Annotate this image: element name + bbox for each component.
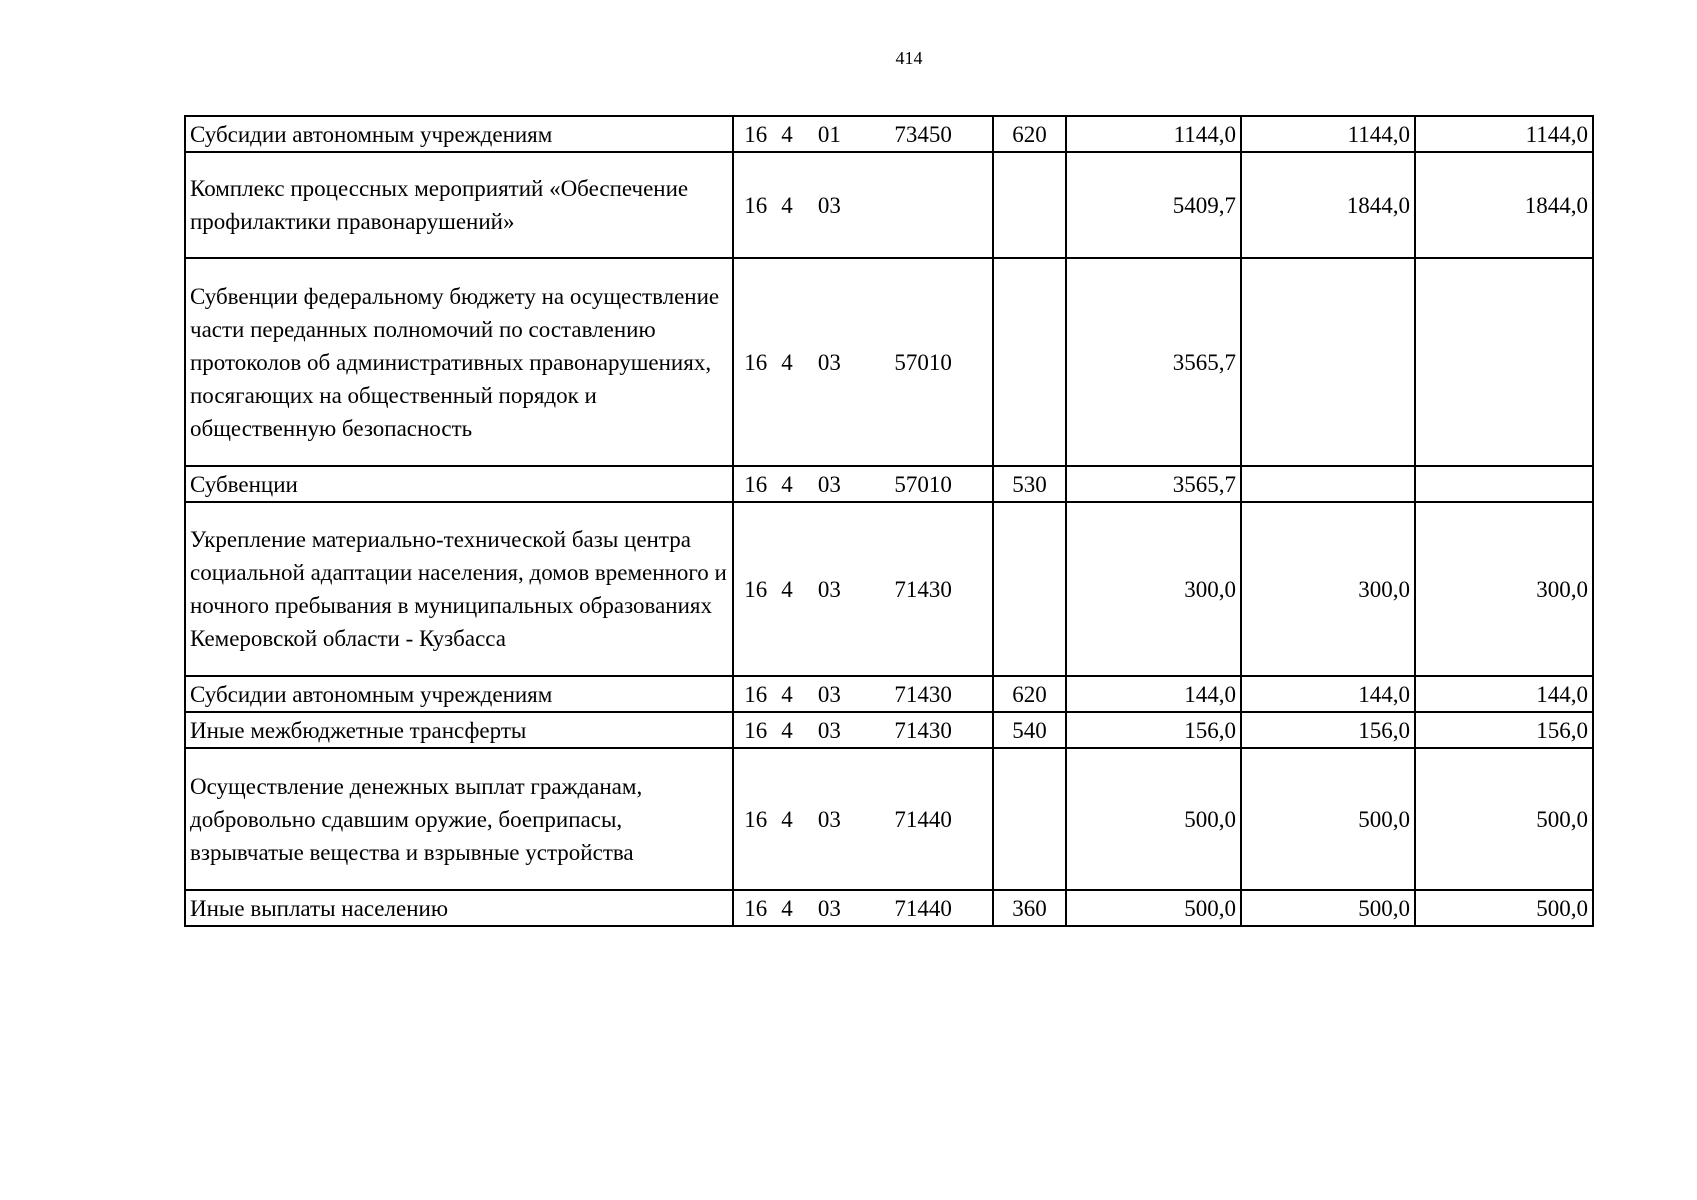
row-description: Укрепление материально-технической базы центра социальной адаптации населения, домов временного и ночного пребывания в муниципальных образованиях Кемеровской области - Кузбасса <box>185 502 733 676</box>
amount-year-2: 1144,0 <box>1241 116 1415 152</box>
amount-year-3: 300,0 <box>1415 502 1593 676</box>
program-code: 16 <box>744 192 768 218</box>
amount-year-3 <box>1415 466 1593 502</box>
amount-year-2: 1844,0 <box>1241 152 1415 258</box>
row-codes <box>733 676 993 712</box>
amount-year-3 <box>1415 258 1593 466</box>
amount-year-2: 300,0 <box>1241 502 1415 676</box>
row-description: Субвенции федеральному бюджету на осуществление части переданных полномочий по составлению протоколов об административных правонарушениях, посягающих на общественный порядок и общественную безопасность <box>185 258 733 466</box>
amount-year-1: 500,0 <box>1066 748 1241 890</box>
row-description: Иные выплаты населению <box>185 890 733 926</box>
amount-year-2: 144,0 <box>1241 676 1415 712</box>
program-code: 16 <box>744 681 768 707</box>
measure-code: 03 <box>817 681 841 707</box>
measure-code: 03 <box>817 806 841 832</box>
row-description: Иные межбюджетные трансферты <box>185 712 733 748</box>
subprogram-code: 4 <box>781 895 793 921</box>
program-code: 16 <box>744 349 768 375</box>
subprogram-code: 4 <box>781 121 793 147</box>
subprogram-code: 4 <box>781 717 793 743</box>
subprogram-code: 4 <box>781 349 793 375</box>
expense-type-code: 360 <box>993 890 1066 926</box>
row-codes <box>733 258 993 466</box>
row-description: Комплекс процессных мероприятий «Обеспечение профилактики правонарушений» <box>185 152 733 258</box>
amount-year-2 <box>1241 466 1415 502</box>
expense-type-code: 530 <box>993 466 1066 502</box>
row-codes <box>733 502 993 676</box>
amount-year-1: 300,0 <box>1066 502 1241 676</box>
row-codes <box>733 748 993 890</box>
measure-code: 03 <box>817 576 841 602</box>
program-code: 16 <box>744 895 768 921</box>
amount-year-3: 1144,0 <box>1415 116 1593 152</box>
amount-year-2: 156,0 <box>1241 712 1415 748</box>
expense-type-code: 620 <box>993 116 1066 152</box>
program-code: 16 <box>744 576 768 602</box>
direction-code: 71440 <box>894 806 952 832</box>
direction-code: 71440 <box>894 895 952 921</box>
direction-code: 57010 <box>894 471 952 497</box>
row-codes <box>733 116 993 152</box>
amount-year-3: 144,0 <box>1415 676 1593 712</box>
expense-type-code: 540 <box>993 712 1066 748</box>
expense-type-code: 620 <box>993 676 1066 712</box>
row-codes <box>733 890 993 926</box>
amount-year-1: 156,0 <box>1066 712 1241 748</box>
amount-year-1: 500,0 <box>1066 890 1241 926</box>
amount-year-3: 156,0 <box>1415 712 1593 748</box>
program-code: 16 <box>744 121 768 147</box>
expense-type-code <box>993 258 1066 466</box>
amount-year-1: 1144,0 <box>1066 116 1241 152</box>
direction-code: 71430 <box>894 576 952 602</box>
row-codes <box>733 712 993 748</box>
measure-code: 03 <box>817 192 841 218</box>
subprogram-code: 4 <box>781 681 793 707</box>
direction-code: 57010 <box>894 349 952 375</box>
amount-year-2: 500,0 <box>1241 748 1415 890</box>
expense-type-code <box>993 748 1066 890</box>
amount-year-1: 144,0 <box>1066 676 1241 712</box>
table-row <box>185 676 1593 712</box>
amount-year-1: 5409,7 <box>1066 152 1241 258</box>
row-description: Субвенции <box>185 466 733 502</box>
amount-year-1: 3565,7 <box>1066 258 1241 466</box>
page-number: 414 <box>895 48 923 68</box>
subprogram-code: 4 <box>781 471 793 497</box>
expense-type-code <box>993 502 1066 676</box>
table-row <box>185 748 1593 890</box>
expense-type-code <box>993 152 1066 258</box>
budget-table <box>184 115 1594 927</box>
table-row <box>185 258 1593 466</box>
direction-code: 71430 <box>894 681 952 707</box>
row-codes <box>733 466 993 502</box>
subprogram-code: 4 <box>781 576 793 602</box>
table-row <box>185 890 1593 926</box>
table-row <box>185 466 1593 502</box>
program-code: 16 <box>744 806 768 832</box>
amount-year-1: 3565,7 <box>1066 466 1241 502</box>
program-code: 16 <box>744 717 768 743</box>
amount-year-3: 500,0 <box>1415 890 1593 926</box>
row-description: Осуществление денежных выплат гражданам, добровольно сдавшим оружие, боеприпасы, взрывчатые вещества и взрывные устройства <box>185 748 733 890</box>
row-description: Субсидии автономным учреждениям <box>185 676 733 712</box>
measure-code: 03 <box>817 895 841 921</box>
measure-code: 03 <box>817 471 841 497</box>
amount-year-2 <box>1241 258 1415 466</box>
amount-year-3: 1844,0 <box>1415 152 1593 258</box>
measure-code: 01 <box>817 121 841 147</box>
measure-code: 03 <box>817 717 841 743</box>
row-codes <box>733 152 993 258</box>
amount-year-2: 500,0 <box>1241 890 1415 926</box>
table-row <box>185 502 1593 676</box>
amount-year-3: 500,0 <box>1415 748 1593 890</box>
table-row <box>185 152 1593 258</box>
table-row <box>185 116 1593 152</box>
direction-code: 71430 <box>894 717 952 743</box>
measure-code: 03 <box>817 349 841 375</box>
program-code: 16 <box>744 471 768 497</box>
subprogram-code: 4 <box>781 806 793 832</box>
table-row <box>185 712 1593 748</box>
direction-code: 73450 <box>894 121 952 147</box>
subprogram-code: 4 <box>781 192 793 218</box>
row-description: Субсидии автономным учреждениям <box>185 116 733 152</box>
table-body <box>185 116 1593 926</box>
